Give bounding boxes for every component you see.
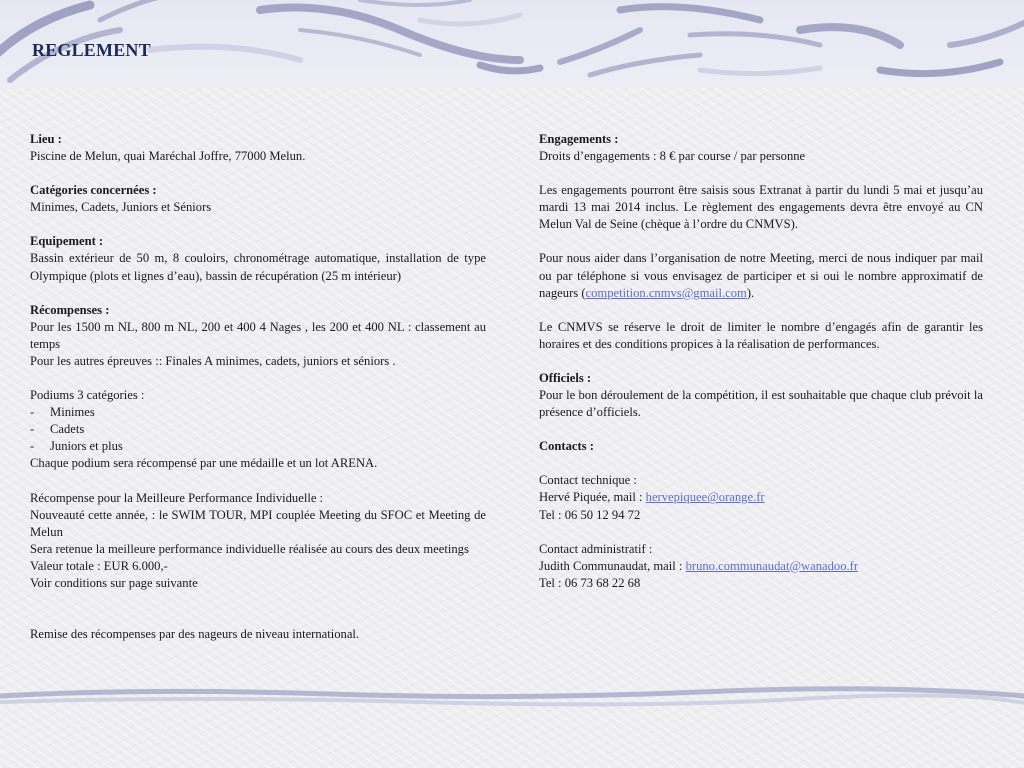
remise-text: Remise des récompenses par des nageurs de niveau international. (30, 627, 360, 642)
tech-tel: Tel : 06 50 12 94 72 (539, 507, 641, 522)
perf-line-3: Valeur totale : EUR 6.000,- (30, 558, 168, 573)
equipement-text: Bassin extérieur de 50 m, 8 couloirs, chronométrage automatique, installation de type Olympique (plots et lignes d’eau), bassin de récupération (25 m intérieur) (30, 251, 486, 283)
engagements-heading: Engagements : (539, 132, 619, 146)
perf-line-2: Sera retenue la meilleure performance individuelle réalisée au cours des deux meetings (30, 541, 469, 556)
podium-item: - Juniors et plus (30, 439, 123, 454)
footer-decoration (0, 684, 1024, 714)
recompenses-heading: Récompenses : (30, 302, 110, 317)
officiels-heading: Officiels : (539, 370, 592, 385)
limite-text: Le CNMVS se réserve le droit de limiter le nombre d’engagés afin de garantir les horaires et des conditions propices à la réalisation de performances. (539, 319, 983, 351)
tech-label: Contact technique : (539, 473, 637, 488)
page-title: REGLEMENT (32, 40, 151, 60)
admin-label: Contact administratif : (539, 541, 653, 556)
podium-item: - Minimes (30, 405, 95, 420)
admin-email-link[interactable]: bruno.communaudat@wanadoo.fr (685, 558, 859, 573)
categories-text: Minimes, Cadets, Juniors et Séniors (30, 200, 212, 215)
equipement-heading: Equipement : (30, 234, 104, 249)
perf-line-1: Nouveauté cette année, : le SWIM TOUR, MPI couplée Meeting du SFOC et Meeting de Melun (30, 507, 486, 539)
aide-text: Pour nous aider dans l’organisation de notre Meeting, merci de nous indiquer par mail ou par téléphone si vous envisagez de participer et si oui le nombre approximatif de nageurs (competition.cnmvs@gmail.com). (539, 251, 983, 300)
podium-note: Chaque podium sera récompensé par une médaille et un lot ARENA. (30, 456, 378, 471)
categories-heading: Catégories concernées : (30, 183, 157, 198)
admin-tel: Tel : 06 73 68 22 68 (539, 575, 641, 590)
podiums-intro: Podiums 3 catégories : (30, 388, 145, 403)
wave-strokes-header (0, 0, 1024, 88)
competition-email-link[interactable]: competition.cnmvs@gmail.com (585, 285, 747, 300)
recompenses-text-2: Pour les autres épreuves :: Finales A minimes, cadets, juniors et séniors . (30, 353, 396, 368)
perf-line-4: Voir conditions sur page suivante (30, 575, 198, 590)
engagements-price: Droits d’engagements : 8 € par course / par personne (539, 149, 806, 164)
left-column (30, 131, 486, 643)
header-decoration (0, 0, 1024, 88)
recompenses-text-1: Pour les 1500 m NL, 800 m NL, 200 et 400 4 Nages , les 200 et 400 NL : classement au temps (30, 319, 486, 351)
contacts-heading: Contacts : (539, 439, 594, 454)
lieu-text: Piscine de Melun, quai Maréchal Joffre, 77000 Melun. (30, 149, 306, 164)
lieu-heading: Lieu : (30, 132, 62, 146)
admin-contact: Judith Communaudat, mail : bruno.communaudat@wanadoo.fr (539, 558, 859, 573)
perf-title: Récompense pour la Meilleure Performance Individuelle : (30, 490, 324, 505)
right-column (539, 131, 983, 592)
tech-email-link[interactable]: hervepiquee@orange.fr (645, 490, 765, 505)
officiels-text: Pour le bon déroulement de la compétition, il est souhaitable que chaque club prévoit la présence d’officiels. (539, 388, 983, 420)
engagements-text: Les engagements pourront être saisis sous Extranat à partir du lundi 5 mai et jusqu’au mardi 13 mai 2014 inclus. Le règlement des engagements devra être envoyé au CN Melun Val de Seine (chèque à l’ordre du CNMVS). (539, 183, 983, 232)
tech-contact: Hervé Piquée, mail : hervepiquee@orange.fr (539, 490, 765, 505)
podium-item: - Cadets (30, 422, 85, 437)
wave-strokes-footer (0, 684, 1024, 714)
